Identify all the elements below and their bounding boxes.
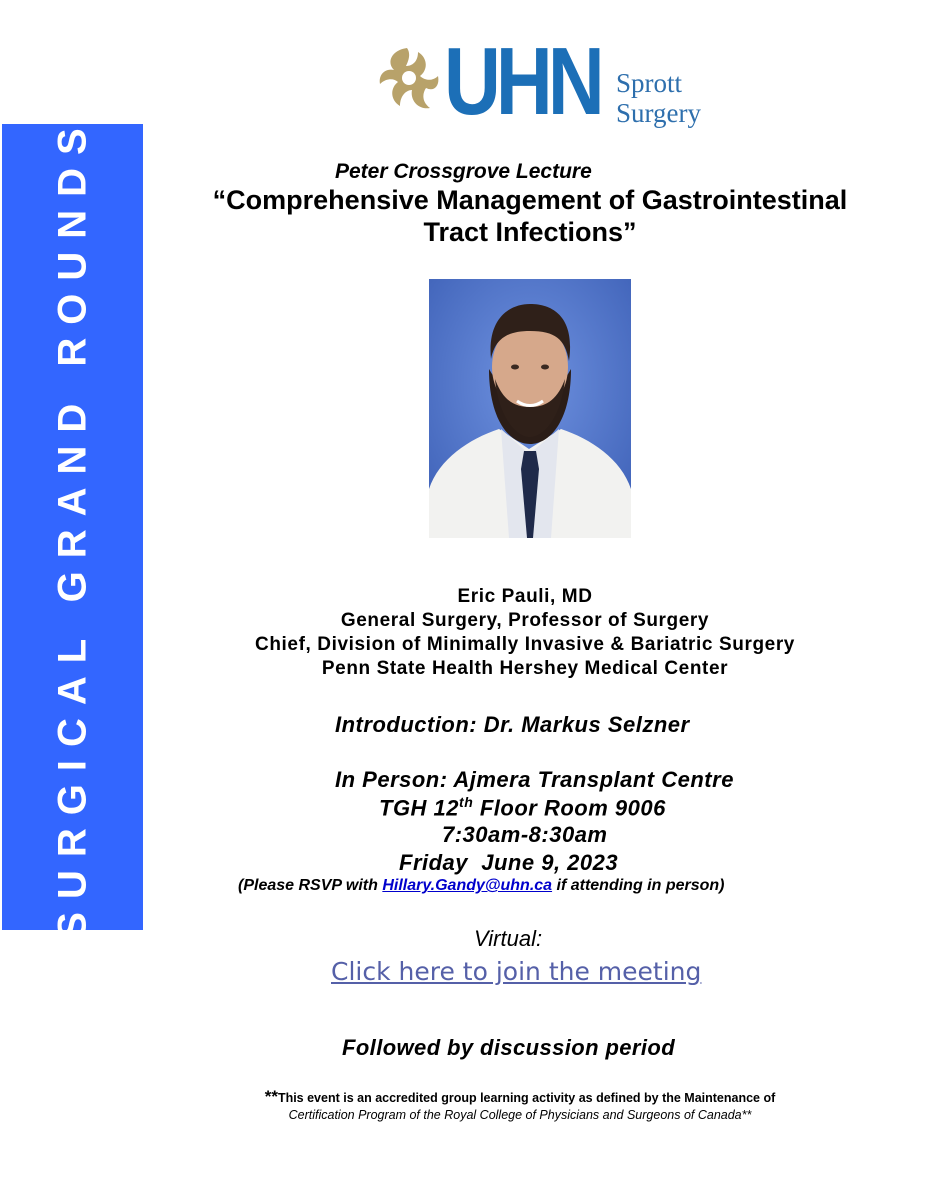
- room-floor-suffix: Floor Room 9006: [473, 795, 666, 821]
- rsvp-email-link[interactable]: Hillary.Gandy@uhn.ca: [382, 877, 553, 894]
- room-floor-ordinal: th: [459, 794, 474, 810]
- uhn-wordmark: UHN: [444, 28, 600, 135]
- speaker-chief-title: Chief, Division of Minimally Invasive & Bariatric Surgery: [255, 634, 795, 655]
- join-meeting-link[interactable]: Click here to join the meeting: [331, 957, 702, 986]
- rsvp-suffix: if attending in person): [552, 877, 725, 894]
- speaker-name: Eric Pauli, MD: [457, 586, 593, 607]
- sidebar-banner: [2, 115, 143, 939]
- lecture-title-line2: Tract Infections”: [423, 217, 637, 247]
- event-time: 7:30am-8:30am: [442, 822, 608, 847]
- accreditation-line1: [150, 1087, 890, 1107]
- rsvp-note: [238, 877, 725, 895]
- event-date: Friday June 9, 2023: [399, 850, 619, 875]
- footer-stars-close: **: [741, 1108, 752, 1122]
- logo-subtitle-surgery: Surgery: [616, 98, 701, 128]
- lecture-name: Peter Crossgrove Lecture: [335, 160, 592, 183]
- lecture-title-line1: “Comprehensive Management of Gastrointestinal: [212, 185, 848, 215]
- accreditation-line2: [150, 1108, 890, 1122]
- uhn-sprott-logo: [372, 28, 702, 135]
- rsvp-prefix: (Please RSVP with: [238, 877, 383, 894]
- footer-stars-open: **: [264, 1087, 278, 1106]
- speaker-institution: Penn State Health Hershey Medical Center: [321, 658, 729, 679]
- room-floor-prefix: TGH 12: [379, 795, 460, 821]
- in-person-location: In Person: Ajmera Transplant Centre: [335, 767, 734, 792]
- sprott-surgery-wordmark: [616, 68, 701, 128]
- room-location: [379, 794, 666, 821]
- introduction-line: Introduction: Dr. Markus Selzner: [335, 712, 690, 737]
- virtual-label: Virtual:: [474, 926, 543, 951]
- followed-by-note: Followed by discussion period: [342, 1035, 676, 1060]
- footer-text-line1: This event is an accredited group learning activity as defined by the Maintenance of: [277, 1091, 776, 1105]
- footer-text-line2: Certification Program of the Royal College of Physicians and Surgeons of Canada: [288, 1108, 742, 1122]
- logo-subtitle-sprott: Sprott: [616, 68, 683, 98]
- speaker-photo: [429, 279, 631, 538]
- speaker-role: General Surgery, Professor of Surgery: [340, 610, 710, 631]
- speaker-portrait-image: [429, 279, 631, 538]
- uhn-swirl-emblem-icon: [372, 44, 442, 116]
- sidebar-title: SURGICAL GRAND ROUNDS: [50, 115, 94, 939]
